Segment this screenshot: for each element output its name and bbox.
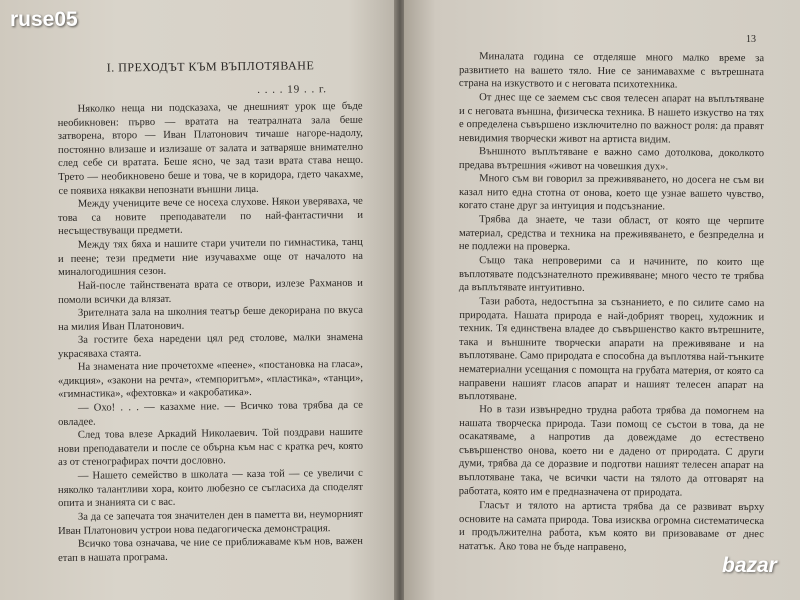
paragraph: — Охо! . . . — казахме ние. — Всичко това трябва да се овладее. — [58, 400, 363, 428]
paragraph: Външното въплътяване е важно само дотолкова, доколкото предава вътрешния «живот на човешкия дух». — [458, 146, 765, 173]
paragraph: Между тях бяха и нашите стари учители по гимнастика, танц и пеене; тези предмети ние изучавахме още от началото на миналогодишния сезон. — [57, 236, 364, 279]
date-line: . . . . 19 . . г. — [257, 82, 328, 96]
paragraph: След това влезе Аркадий Николаевич. Той поздрави нашите нови преподаватели и после се обърна към нас с кратка реч, която аз от стенографирах почти дословно. — [57, 427, 364, 469]
paragraph: Също така непроверими са и начините, по които ще въплотявате подсъзнателното преживяване; много често те трябва да въплътявате интуитивно. — [458, 255, 765, 294]
paragraph: От днес ще се заемем със своя телесен апарат на въплътяване и с неговата външна, физическа техника. В нашето изкуство на тях е определена съвършено изключително по важност роля: да правят невидимия творчески живот на артиста видим. — [458, 91, 765, 146]
site-watermark-logo: bazar — [722, 554, 777, 577]
left-page — [0, 0, 396, 600]
chapter-heading: I. ПРЕХОДЪТ КЪМ ВЪПЛОТЯВАНЕ — [106, 58, 315, 75]
paragraph: Зрителната зала на школния театър беше декорирана по вкуса на милия Иван Платонович. — [58, 304, 363, 333]
paragraph: Между учениците вече се носеха слухове. Някои уверяваха, че това са новите преподаватели по най-фантастични и несъществуващи предмети. — [57, 196, 364, 238]
right-page — [404, 0, 800, 600]
paragraph: За да се запечата тоя значителен ден в паметта ви, неуморният Иван Платонович устрои нова педагогическа демонстрация. — [58, 508, 363, 537]
paragraph: Няколко неща ни подсказаха, че днешният урок ще бъде необикновен: първо — вратата на театралната зала беше затворена, второ — Иван Платонович тичаше нагоре-надолу, постоянно влизаше и излизаше от залата и затваряше внимателно след себе си вратата. Беше ясно, че зад тази врата става нещо. Трето — необикновено беше и това, че в коридора, гдето чакахме, се появиха някакви непознати външни лица. — [57, 100, 364, 197]
paragraph: Но в тази извънредно трудна работа трябва да помогнем на нашата творческа природа. Тази помощ се състои в това, да не осакатяваме, а напротив да довеждаме до естествено съвършенство онова, което ни е дадено от природата. С други думи, трябва да се доразвие и подготви нашият телесен апарат на въплотяване така, че всички части на тялото да отговарят на работата, която им е предназначена от природата. — [458, 404, 765, 499]
left-page-text — [58, 58, 363, 565]
paragraph: Гласът и тялото на артиста трябва да се развиват върху основите на самата природа. Това изисква огромна систематическа и продължителна работа, към която ви призоваваме от днес нататък. Ако това не бъде направено, — [458, 499, 765, 553]
paragraph: Трябва да знаете, че тази област, от която ще черпите материал, средства и техника на преживяването, е безпределна и не подлежи на проверка. — [458, 214, 765, 254]
paragraph: Всичко това означава, че ние се приближаваме към нов, важен етап в нашата програма. — [58, 535, 363, 564]
paragraph: Много съм ви говорил за преживяването, но досега не съм ви казал нито една стотна от онова, което ще узнае вашето чувство, когато стане друг за интуиция и подсъзнание. — [458, 173, 765, 213]
paragraph: Миналата година се отделяше много малко време за развитието на вашето тяло. Ние се занимавахме с вътрешната страна на изкуството и с неговата психотехника. — [458, 51, 765, 91]
page-number: 13 — [746, 34, 756, 45]
paragraph: Най-после тайнствената врата се отвори, излезе Рахманов и помоли всички да влязат. — [58, 277, 363, 306]
seller-watermark: ruse05 — [10, 8, 78, 31]
right-page-text — [459, 50, 764, 553]
paragraph: На знамената ние прочетохме «пеене», «постановка на гласа», «дикция», «закони на речта», «темпоритъм», «пластика», «танци», «гимнастика», «фехтовка» и «акробатика». — [57, 359, 364, 401]
paragraph: — Нашето семейство в школата — каза той — се увеличи с няколко талантливи хора, които любезно се съгласиха да споделят опита и знанията си с вас. — [57, 468, 364, 510]
paragraph: Тази работа, недостъпна за съзнанието, е по силите само на природата. Нашата природа е най-добрият творец, художник и техник. Тя единствена владее до съвършенство както вътрешните, така и външните творчески апарати на преживяване и на въплотяване. Само природата е способна да въплотява най-тънките нематериални усещания с помощта на грубата материя, от която са направени нашият гласов апарат и нашият телесен апарат на въплотяване. — [458, 295, 765, 403]
paragraph: За гостите беха наредени цял ред столове, малки знамена украсяваха стаята. — [58, 332, 363, 360]
